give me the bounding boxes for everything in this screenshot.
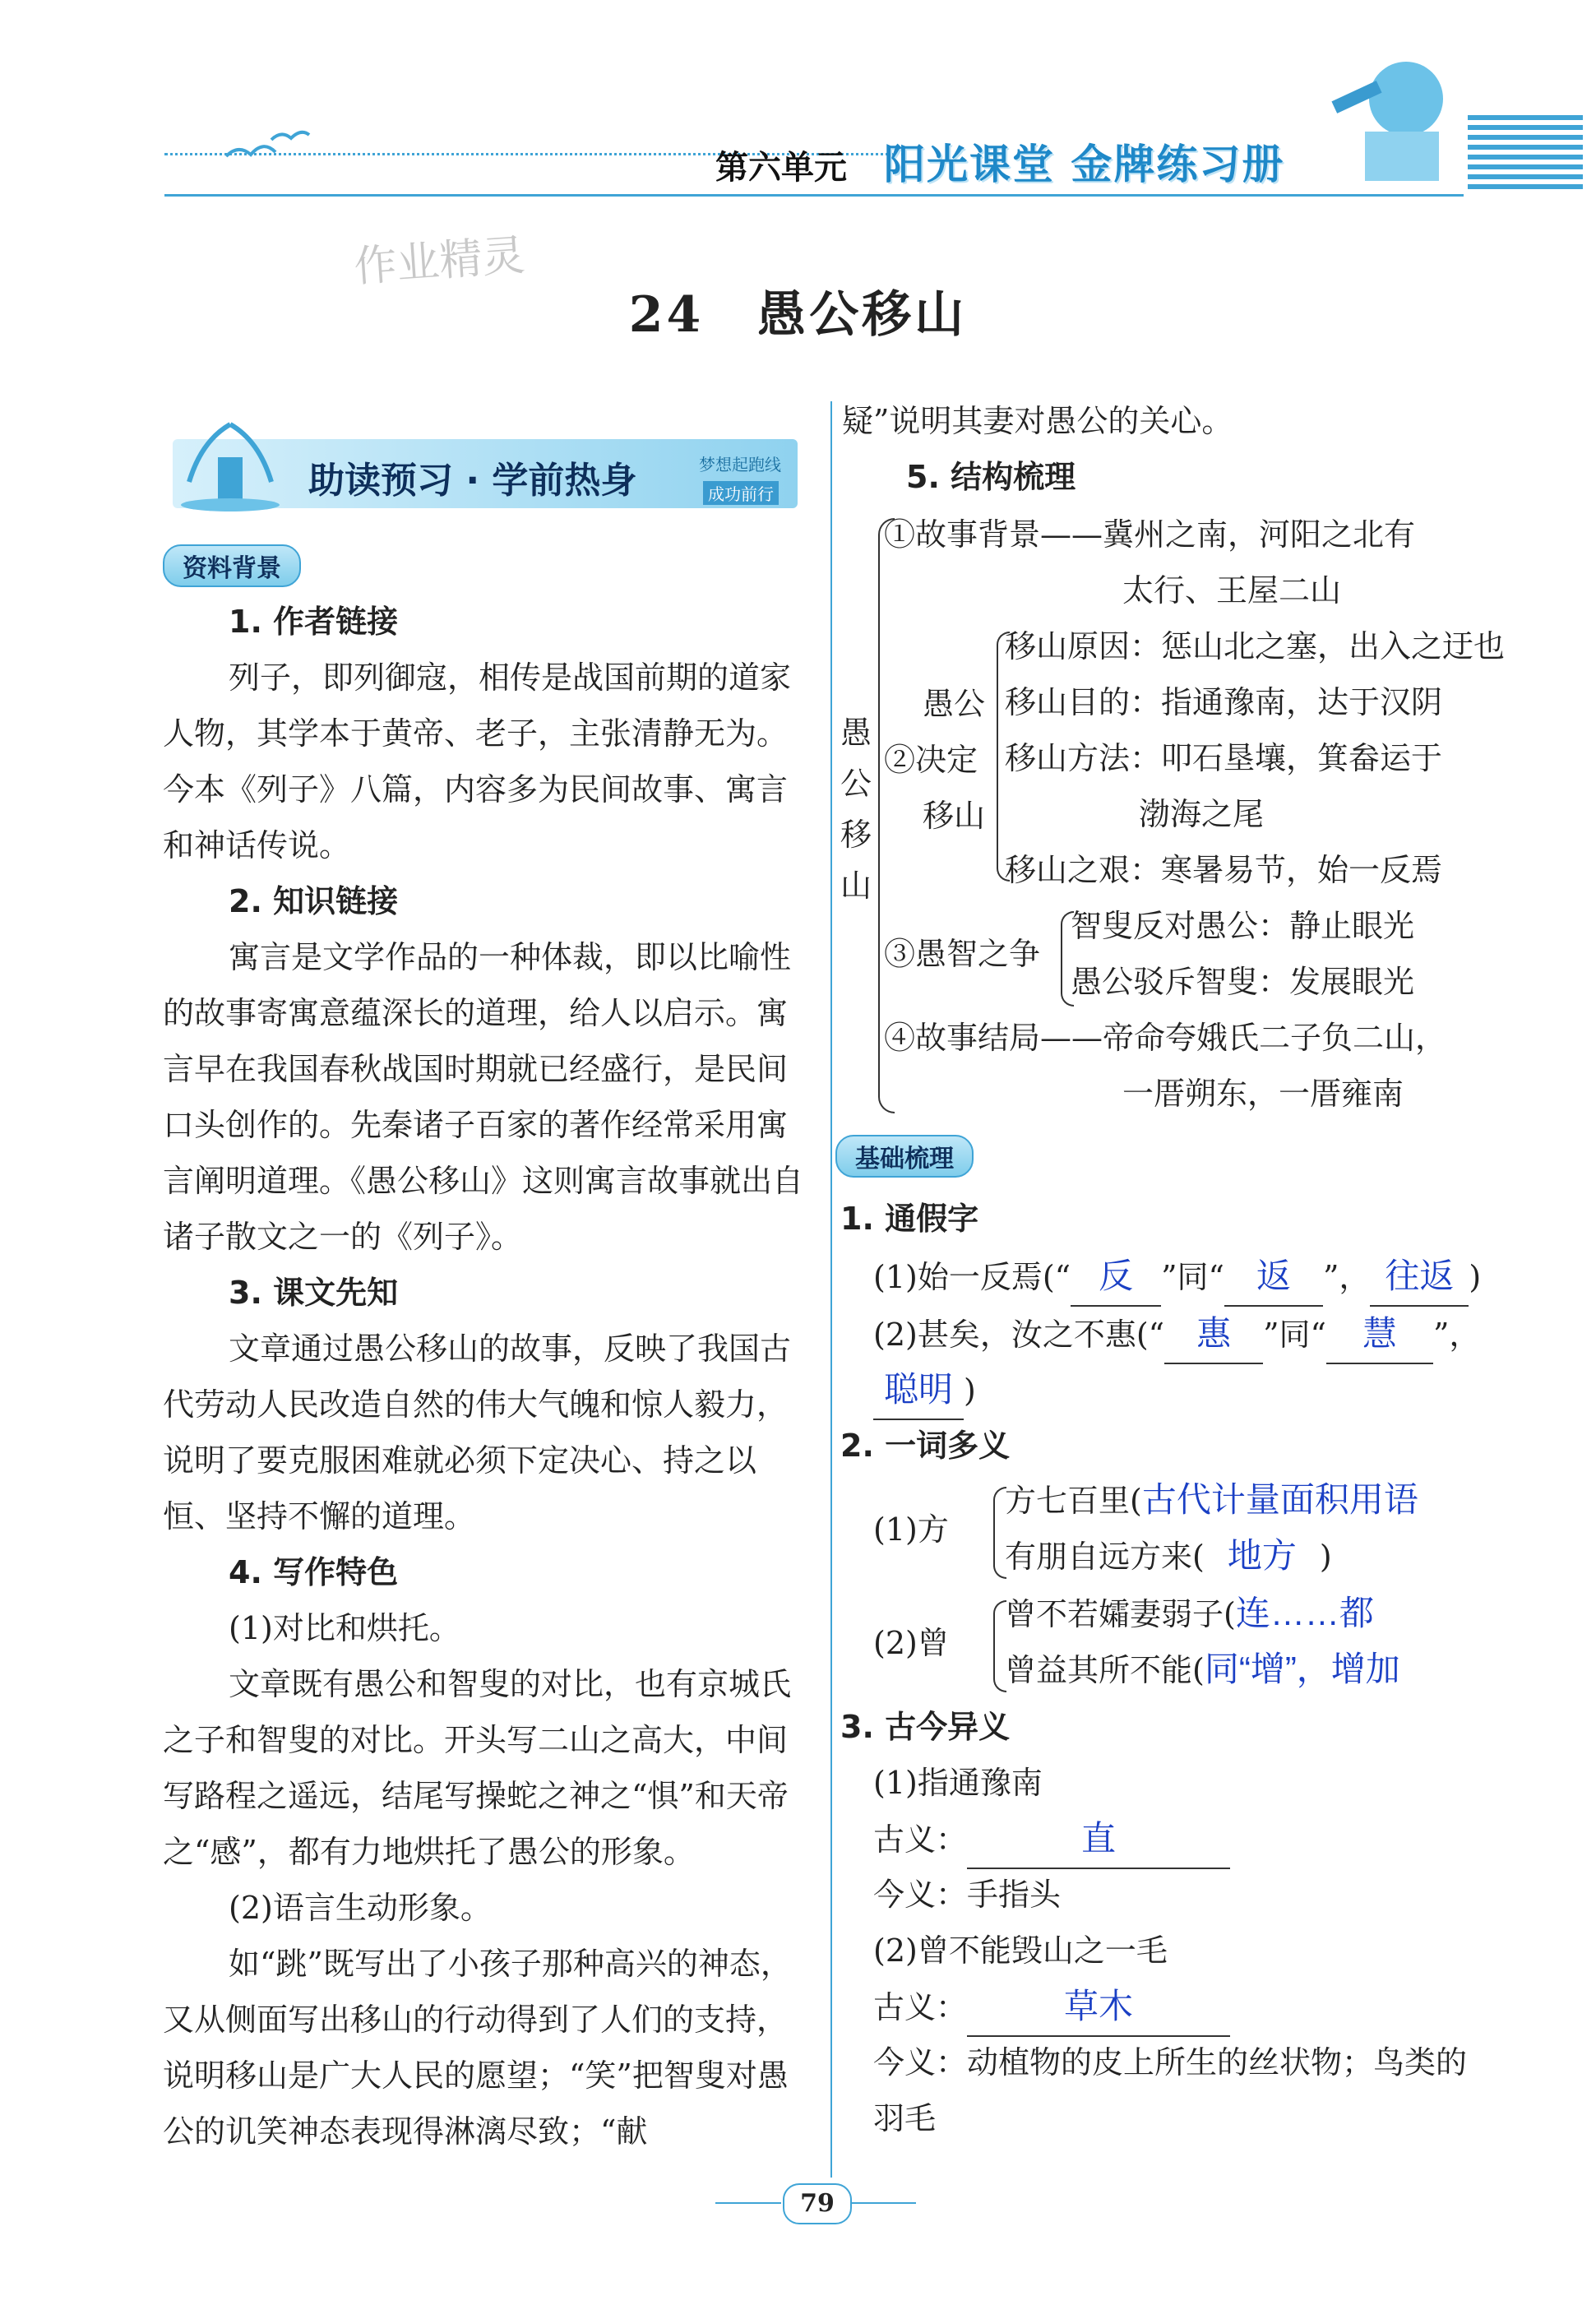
q1-2-prefix: (2)甚矣，汝之不惠(“ bbox=[873, 1317, 1165, 1353]
q3-2-new: 今义：动植物的皮上所生的丝状物；鸟类的 bbox=[873, 2044, 1468, 2081]
q1-1 bbox=[873, 1248, 1481, 1307]
q1-1-answer-1: 反 bbox=[1099, 1257, 1134, 1295]
feature-1-text: 文章既有愚公和智叟的对比，也有京城氏之子和智叟的对比。开头写二山之高大，中间写路程之遥远，结尾写操蛇之神之“惧”和天帝之“感”，都有力地烘托了愚公的形象。 bbox=[163, 1666, 792, 1870]
branch-2-item-3: 移山方法：叩石垦壤，箕畚运于 bbox=[1005, 740, 1443, 776]
q2-2-a-text: 曾不若孀妻弱子( bbox=[1005, 1596, 1236, 1632]
author-text: 列子，即列御寇，相传是战国前期的道家人物，其学本于黄帝、老子，主张清静无为。今本《列子》八篇，内容多为民间故事、寓言和神话传说。 bbox=[163, 660, 792, 863]
q3-1-old-label: 古义： bbox=[873, 1821, 968, 1858]
feature-2-title: (2)语言生动形象。 bbox=[229, 1890, 492, 1926]
q2-2-b bbox=[1005, 1641, 1400, 1698]
q3-1-new: 今义：手指头 bbox=[873, 1877, 1062, 1913]
header-rule bbox=[164, 194, 1464, 197]
brand-title: 阳光课堂 金牌练习册 bbox=[884, 140, 1285, 188]
background-tag: 资料背景 bbox=[163, 544, 301, 587]
knowledge-text: 寓言是文学作品的一种体裁，即以比喻性的故事寄寓意蕴深长的道理，给人以启示。寓言早在我国春秋战国时期就已经盛行，是民间口头创作的。先秦诸子百家的著作经常采用寓言阐明道理。《愚公移山》这则寓言故事就出自诸子散文之一的《列子》。 bbox=[163, 939, 804, 1255]
background-section bbox=[163, 594, 806, 2159]
branch-2-label-3: 移山 bbox=[923, 798, 986, 834]
footer-line-left bbox=[715, 2202, 781, 2204]
banner-slogan-1: 梦想起跑线 bbox=[699, 455, 781, 474]
q1-1-end: ) bbox=[1469, 1259, 1482, 1295]
q2-heading: 2. 一词多义 bbox=[840, 1428, 1011, 1464]
features-heading: 4. 写作特色 bbox=[229, 1554, 399, 1590]
author-heading: 1. 作者链接 bbox=[229, 604, 399, 640]
q2-2-label: (2)曾 bbox=[873, 1625, 949, 1661]
q2-1-a bbox=[1005, 1472, 1418, 1529]
q2-1-b-answer: 地方 bbox=[1227, 1536, 1297, 1575]
q1-2-end: ) bbox=[964, 1372, 976, 1409]
continued-text: 疑”说明其妻对愚公的关心。 bbox=[842, 403, 1233, 439]
q2-1-a-answer: 古代计量面积用语 bbox=[1141, 1480, 1418, 1519]
q1-2-mid: ”同“ bbox=[1263, 1317, 1326, 1353]
q1-2 bbox=[873, 1306, 1480, 1364]
basics-tag: 基础梳理 bbox=[835, 1135, 974, 1178]
q1-2-answer-2: 慧 bbox=[1362, 1314, 1397, 1353]
page-title: 24 愚公移山 bbox=[628, 286, 968, 344]
q2-1-b-text: 有朋自远方来( bbox=[1005, 1539, 1205, 1575]
fountain-icon bbox=[177, 408, 284, 511]
preview-text: 文章通过愚公移山的故事，反映了我国古代劳动人民改造自然的伟大气魄和惊人毅力，说明了要克服困难就必须下定决心、持之以恒、坚持不懈的道理。 bbox=[163, 1331, 792, 1534]
footer-line-right bbox=[850, 2202, 916, 2204]
q3-2-old-label: 古义： bbox=[873, 1989, 968, 2025]
page-number: 79 bbox=[783, 2183, 852, 2224]
q2-1-b bbox=[1005, 1528, 1332, 1585]
q3-1-old-answer: 直 bbox=[1081, 1819, 1117, 1858]
unit-label: 第六单元 bbox=[715, 149, 847, 187]
q3-1-old bbox=[873, 1811, 1230, 1869]
branch-2-label-2: ②决定 bbox=[884, 742, 978, 778]
q1-1-answer-3: 往返 bbox=[1385, 1257, 1455, 1295]
q2-2-a bbox=[1005, 1585, 1374, 1642]
q3-2: (2)曾不能毁山之一毛 bbox=[873, 1932, 1168, 1969]
branch-3-item-1: 智叟反对愚公：静止眼光 bbox=[1071, 908, 1415, 944]
q2-1-b-end: ) bbox=[1319, 1539, 1332, 1575]
branch-2-item-2: 移山目的：指通豫南，达于汉阴 bbox=[1005, 684, 1443, 720]
feature-1-title: (1)对比和烘托。 bbox=[229, 1610, 460, 1646]
q2-1-a-text: 方七百里( bbox=[1005, 1483, 1142, 1519]
q3-heading: 3. 古今异义 bbox=[840, 1709, 1011, 1745]
q1-2-answer-3: 聪明 bbox=[883, 1370, 953, 1409]
q1-1-mid: ”同“ bbox=[1161, 1259, 1224, 1295]
structure-heading: 5. 结构梳理 bbox=[906, 459, 1076, 495]
q1-1-answer-2: 返 bbox=[1256, 1257, 1291, 1295]
branch-1-cont: 太行、王屋二山 bbox=[1122, 572, 1342, 609]
q1-2-cont bbox=[873, 1362, 976, 1420]
q1-1-sep: ”， bbox=[1322, 1259, 1371, 1295]
feature-2-text: 如“跳”既写出了小孩子那种高兴的神态，又从侧面写出移山的行动得到了人们的支持，说明移山是广大人民的愿望；“笑”把智叟对愚公的讥笑神态表现得淋漓尽致；“献 bbox=[163, 1946, 792, 2150]
q3-2-old bbox=[873, 1979, 1230, 2037]
q3-2-old-answer: 草木 bbox=[1064, 1987, 1134, 2025]
knowledge-heading: 2. 知识链接 bbox=[229, 883, 399, 919]
branch-3-item-2: 愚公驳斥智叟：发展眼光 bbox=[1071, 964, 1415, 1000]
branch-2-item-1: 移山原因：惩山北之塞，出入之迂也 bbox=[1005, 628, 1506, 664]
branch-1: ①故事背景——冀州之南，河阳之北有 bbox=[884, 516, 1416, 553]
preview-heading: 3. 课文先知 bbox=[229, 1275, 399, 1311]
watermark: 作业精灵 bbox=[352, 230, 527, 293]
banner-slogan-2: 成功前行 bbox=[703, 481, 779, 505]
q3-1: (1)指通豫南 bbox=[873, 1765, 1043, 1801]
header-stripes bbox=[1468, 115, 1583, 194]
q1-1-prefix: (1)始一反焉(“ bbox=[873, 1259, 1071, 1295]
q1-2-answer-1: 惠 bbox=[1196, 1314, 1232, 1353]
branch-4: ④故事结局——帝命夸娥氏二子负二山， bbox=[884, 1020, 1447, 1056]
q1-2-sep: ”， bbox=[1432, 1317, 1481, 1353]
q3-2-new-cont: 羽毛 bbox=[873, 2100, 937, 2136]
branch-2-item-3-cont: 渤海之尾 bbox=[1139, 796, 1265, 832]
seagull-icon bbox=[222, 123, 312, 173]
banner-title: 助读预习 · 学前热身 bbox=[308, 460, 637, 502]
structure-root: 愚公移山 bbox=[840, 715, 872, 904]
column-divider bbox=[830, 401, 832, 2178]
q2-2-a-answer: 连……都 bbox=[1235, 1594, 1374, 1632]
branch-2-item-4: 移山之艰：寒暑易节，始一反焉 bbox=[1005, 852, 1443, 888]
q2-2-b-answer: 同“增”，增加 bbox=[1204, 1650, 1400, 1688]
telescope-globe-icon bbox=[1316, 41, 1464, 189]
branch-4-cont: 一厝朔东，一厝雍南 bbox=[1122, 1076, 1404, 1112]
branch-3-label: ③愚智之争 bbox=[884, 936, 1041, 972]
q2-2-b-text: 曾益其所不能( bbox=[1005, 1652, 1205, 1688]
q1-heading: 1. 通假字 bbox=[840, 1201, 979, 1237]
branch-2-label-1: 愚公 bbox=[923, 686, 986, 722]
q2-1-label: (1)方 bbox=[873, 1511, 949, 1548]
